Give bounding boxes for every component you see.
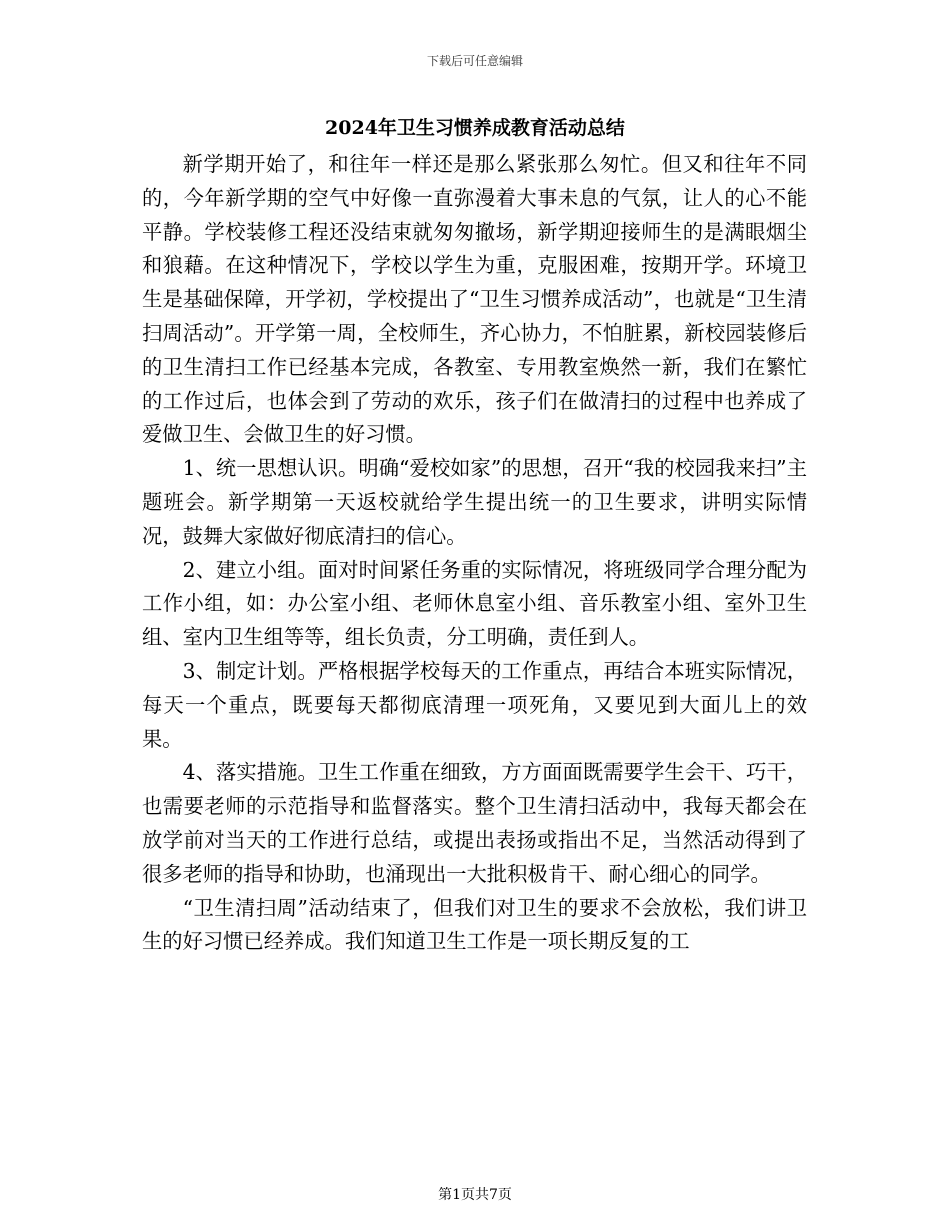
body-paragraph-5: 4、落实措施。卫生工作重在细致，方方面面既需要学生会干、巧干，也需要老师的示范指导和监督落实。整个卫生清扫活动中，我每天都会在放学前对当天的工作进行总结，或提出表扬或指出不足，当然活动得到了很多老师的指导和协助，也涌现出一大批积极肯干、耐心细心的同学。 [142, 760, 807, 886]
body-paragraph-2: 1、统一思想认识。明确“爱校如家”的思想，召开“我的校园我来扫”主题班会。新学期第一天返校就给学生提出统一的卫生要求，讲明实际情况，鼓舞大家做好彻底清扫的信心。 [142, 456, 807, 548]
document-body [142, 148, 807, 959]
document-title: 2024年卫生习惯养成教育活动总结 [325, 117, 625, 139]
body-paragraph-6: “卫生清扫周”活动结束了，但我们对卫生的要求不会放松，我们讲卫生的好习惯已经养成。我们知道卫生工作是一项长期反复的工 [142, 895, 807, 954]
body-paragraph-1: 新学期开始了，和往年一样还是那么紧张那么匆忙。但又和往年不同的，今年新学期的空气中好像一直弥漫着大事未息的气氛，让人的心不能平静。学校装修工程还没结束就匆匆撤场，新学期迎接师生的是满眼烟尘和狼藉。在这种情况下，学校以学生为重，克服困难，按期开学。环境卫生是基础保障，开学初，学校提出了“卫生习惯养成活动”，也就是“卫生清扫周活动”。开学第一周，全校师生，齐心协力，不怕脏累，新校园装修后的卫生清扫工作已经基本完成，各教室、专用教室焕然一新，我们在繁忙的工作过后，也体会到了劳动的欢乐，孩子们在做清扫的过程中也养成了爱做卫生、会做卫生的好习惯。 [142, 152, 807, 447]
page-number-footer: 第1页共7页 [438, 1187, 512, 1203]
body-paragraph-3: 2、建立小组。面对时间紧任务重的实际情况，将班级同学合理分配为工作小组，如：办公室小组、老师休息室小组、音乐教室小组、室外卫生组、室内卫生组等等，组长负责，分工明确，责任到人。 [142, 557, 807, 650]
page-header-note: 下载后可任意编辑 [426, 54, 523, 68]
body-paragraph-4: 3、制定计划。严格根据学校每天的工作重点，再结合本班实际情况，每天一个重点，既要每天都彻底清理一项死角，又要见到大面儿上的效果。 [142, 658, 807, 751]
